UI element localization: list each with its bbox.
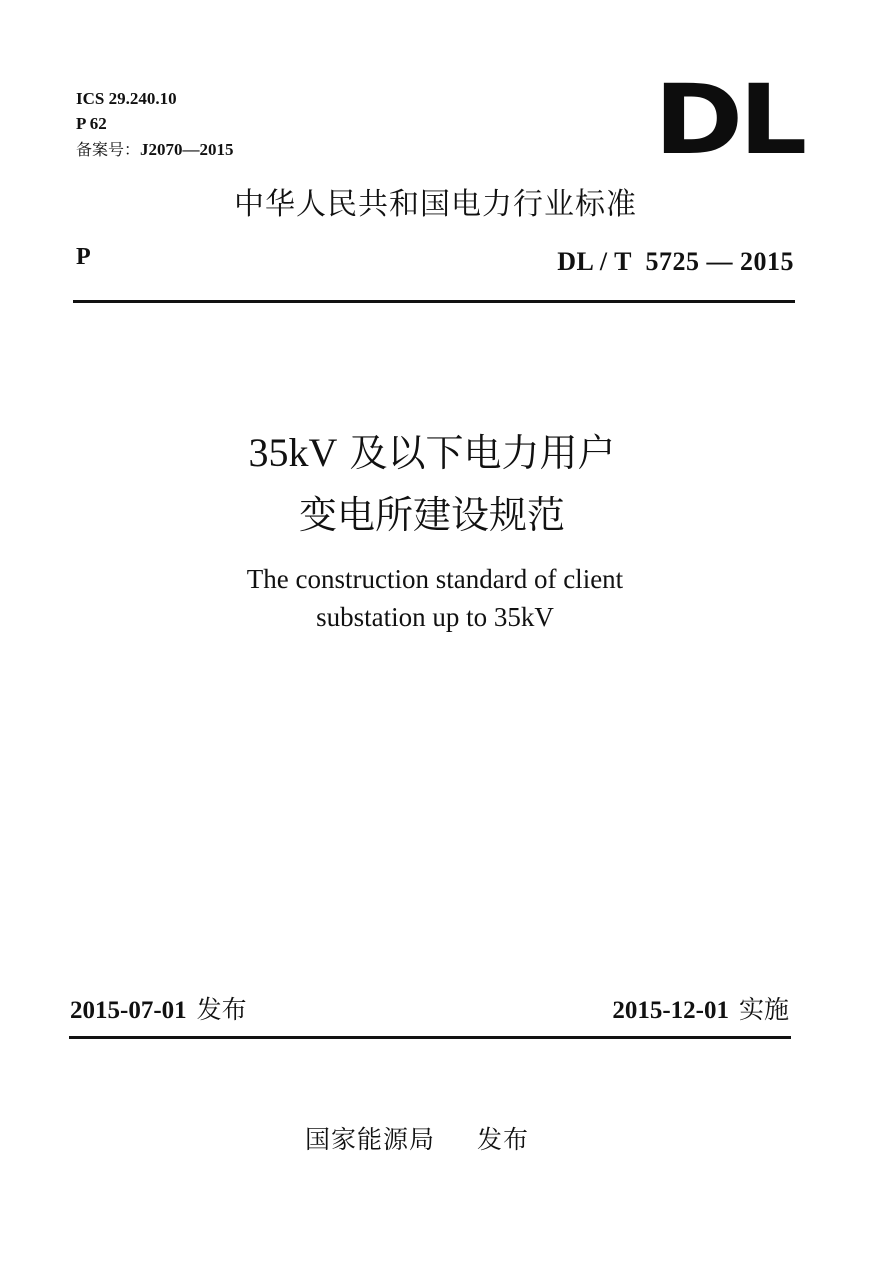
header-divider bbox=[73, 300, 795, 303]
effective-date bbox=[612, 990, 789, 1026]
title-chinese-line-2: 变电所建设规范 bbox=[298, 493, 565, 537]
title-voltage: 35kV bbox=[248, 430, 338, 475]
effective-date-value: 2015-12-01 bbox=[612, 997, 729, 1024]
standard-classification: P bbox=[76, 244, 91, 270]
footer-divider bbox=[69, 1036, 791, 1039]
record-number-label: 备案号： bbox=[76, 140, 141, 159]
record-number bbox=[76, 140, 234, 160]
title-chinese-line-1 bbox=[0, 428, 878, 478]
record-number-value: J2070—2015 bbox=[140, 140, 234, 159]
classification-code: P 62 bbox=[76, 114, 107, 133]
publisher-action: 发布 bbox=[477, 1125, 530, 1154]
issue-date-value: 2015-07-01 bbox=[70, 997, 187, 1024]
dl-logo: DL bbox=[654, 64, 803, 176]
issue-date-label: 发布 bbox=[196, 995, 247, 1024]
standard-number: DL / T 5725 — 2015 bbox=[557, 247, 794, 276]
publisher-name: 国家能源局 bbox=[305, 1125, 436, 1154]
industry-standard-title: 中华人民共和国电力行业标准 bbox=[234, 187, 637, 222]
title-english-line-2: substation up to 35kV bbox=[316, 602, 554, 632]
effective-date-label: 实施 bbox=[738, 995, 789, 1024]
title-english-line-1: The construction standard of client bbox=[246, 564, 624, 594]
issue-date bbox=[70, 990, 247, 1026]
ics-code: ICS 29.240.10 bbox=[76, 89, 177, 108]
title-chinese-line-1-text: 及以下电力用户 bbox=[337, 431, 616, 475]
publisher bbox=[305, 1120, 529, 1156]
